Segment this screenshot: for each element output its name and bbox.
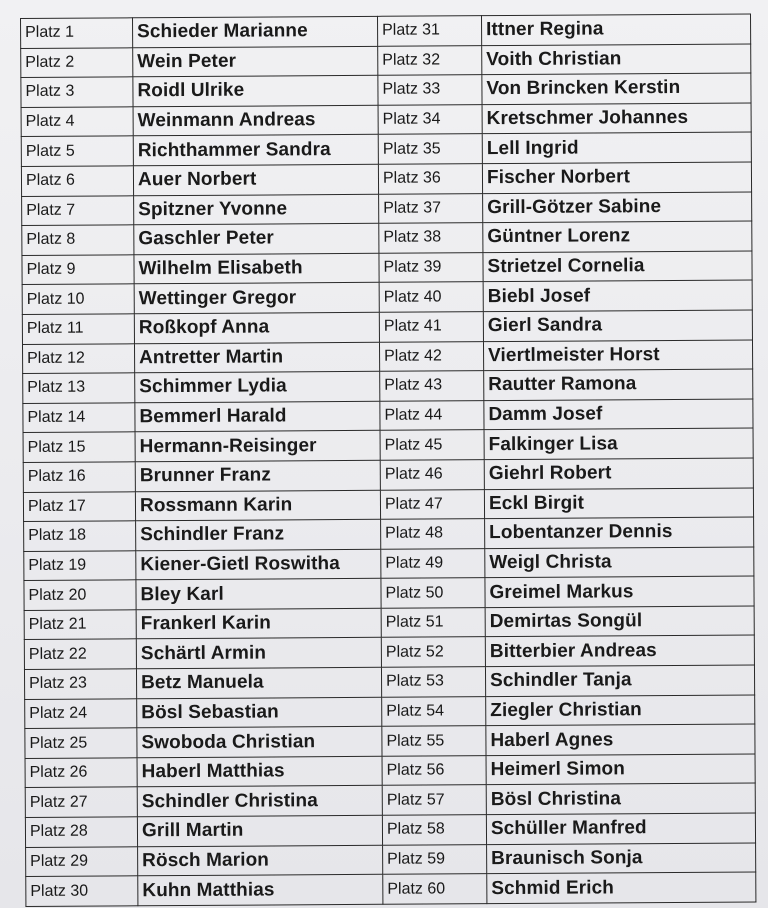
- name-cell: Schimmer Lydia: [135, 371, 380, 402]
- name-cell: Rösch Marion: [138, 845, 383, 876]
- place-cell: Platz 58: [382, 815, 486, 845]
- name-cell: Voith Christian: [482, 44, 751, 75]
- place-cell: Platz 18: [24, 521, 136, 551]
- table-row: [22, 192, 752, 226]
- table-row: [21, 73, 751, 107]
- place-cell: Platz 17: [23, 491, 135, 521]
- place-cell: Platz 7: [22, 195, 134, 225]
- name-cell: Damm Josef: [484, 399, 753, 430]
- place-cell: Platz 12: [22, 343, 134, 373]
- name-cell: Kretschmer Johannes: [482, 103, 751, 134]
- name-cell: Brunner Franz: [135, 460, 380, 491]
- table-row: [26, 872, 756, 906]
- name-cell: Bösl Christina: [486, 783, 755, 814]
- place-cell: Platz 13: [23, 373, 135, 403]
- place-cell: Platz 53: [381, 667, 485, 697]
- place-cell: Platz 10: [22, 284, 134, 314]
- name-cell: Auer Norbert: [133, 164, 378, 195]
- place-cell: Platz 35: [378, 134, 482, 164]
- table-row: [22, 251, 752, 285]
- name-cell: Swoboda Christian: [137, 727, 382, 758]
- name-cell: Ittner Regina: [481, 14, 750, 45]
- table-row: [24, 517, 754, 551]
- name-cell: Kiener-Gietl Roswitha: [136, 549, 381, 580]
- place-cell: Platz 44: [380, 400, 484, 430]
- place-cell: Platz 33: [378, 75, 482, 105]
- table-row: [25, 783, 755, 817]
- place-cell: Platz 27: [25, 787, 137, 817]
- place-cell: Platz 4: [21, 107, 133, 137]
- name-cell: Gierl Sandra: [483, 310, 752, 341]
- name-cell: Bley Karl: [136, 579, 381, 610]
- table-row: [24, 635, 754, 669]
- name-cell: Lell Ingrid: [482, 132, 751, 163]
- table-row: [21, 132, 751, 166]
- place-cell: Platz 37: [379, 193, 483, 223]
- name-cell: Hermann-Reisinger: [135, 431, 380, 462]
- place-cell: Platz 11: [22, 314, 134, 344]
- place-cell: Platz 21: [24, 610, 136, 640]
- name-cell: Fischer Norbert: [482, 162, 751, 193]
- table-row: [23, 458, 753, 492]
- name-cell: Güntner Lorenz: [483, 221, 752, 252]
- table-row: [23, 369, 753, 403]
- place-cell: Platz 43: [380, 371, 484, 401]
- place-cell: Platz 47: [380, 489, 484, 519]
- table-row: [22, 310, 752, 344]
- table-row: [21, 103, 751, 137]
- place-cell: Platz 31: [377, 16, 481, 46]
- name-cell: Rossmann Karin: [135, 490, 380, 521]
- place-cell: Platz 14: [23, 403, 135, 433]
- table-row: [22, 280, 752, 314]
- name-cell: Braunisch Sonja: [487, 843, 756, 874]
- table-row: [22, 340, 752, 374]
- table-row: [21, 162, 751, 196]
- place-cell: Platz 8: [22, 225, 134, 255]
- name-cell: Schärtl Armin: [136, 638, 381, 669]
- name-cell: Haberl Matthias: [137, 756, 382, 787]
- name-cell: Heimerl Simon: [486, 754, 755, 785]
- place-cell: Platz 2: [21, 47, 133, 77]
- place-cell: Platz 38: [379, 223, 483, 253]
- name-cell: Biebl Josef: [483, 280, 752, 311]
- table-row: [25, 695, 755, 729]
- place-cell: Platz 56: [382, 756, 486, 786]
- name-cell: Ziegler Christian: [486, 695, 755, 726]
- ranking-table: [20, 14, 756, 907]
- place-cell: Platz 49: [381, 548, 485, 578]
- table-row: [25, 754, 755, 788]
- place-cell: Platz 34: [378, 104, 482, 134]
- place-cell: Platz 6: [21, 166, 133, 196]
- place-cell: Platz 25: [25, 728, 137, 758]
- table-row: [23, 428, 753, 462]
- table-row: [24, 665, 754, 699]
- place-cell: Platz 39: [379, 252, 483, 282]
- place-cell: Platz 45: [380, 430, 484, 460]
- name-cell: Bemmerl Harald: [135, 401, 380, 432]
- name-cell: Wettinger Gregor: [134, 283, 379, 314]
- table-row: [24, 547, 754, 581]
- name-cell: Demirtas Songül: [485, 606, 754, 637]
- place-cell: Platz 40: [379, 282, 483, 312]
- name-cell: Falkinger Lisa: [484, 428, 753, 459]
- table-row: [21, 14, 751, 48]
- place-cell: Platz 19: [24, 550, 136, 580]
- name-cell: Schmid Erich: [487, 872, 756, 903]
- name-cell: Antretter Martin: [134, 342, 379, 373]
- place-cell: Platz 57: [382, 785, 486, 815]
- place-cell: Platz 22: [24, 639, 136, 669]
- name-cell: Schindler Tanja: [485, 665, 754, 696]
- name-cell: Spitzner Yvonne: [134, 194, 379, 225]
- place-cell: Platz 16: [23, 462, 135, 492]
- name-cell: Betz Manuela: [136, 667, 381, 698]
- name-cell: Frankerl Karin: [136, 608, 381, 639]
- place-cell: Platz 23: [24, 669, 136, 699]
- table-row: [26, 843, 756, 877]
- name-cell: Grill-Götzer Sabine: [483, 192, 752, 223]
- place-cell: Platz 51: [381, 608, 485, 638]
- place-cell: Platz 1: [21, 18, 133, 48]
- table-row: [22, 221, 752, 255]
- name-cell: Kuhn Matthias: [138, 875, 383, 906]
- place-cell: Platz 32: [378, 45, 482, 75]
- place-cell: Platz 26: [25, 758, 137, 788]
- place-cell: Platz 46: [380, 460, 484, 490]
- ranking-table-body: [21, 14, 756, 906]
- name-cell: Schindler Christina: [137, 786, 382, 817]
- table-row: [23, 488, 753, 522]
- name-cell: Bitterbier Andreas: [485, 635, 754, 666]
- name-cell: Giehrl Robert: [484, 458, 753, 489]
- place-cell: Platz 52: [381, 637, 485, 667]
- name-cell: Viertlmeister Horst: [483, 340, 752, 371]
- name-cell: Roidl Ulrike: [133, 76, 378, 107]
- table-row: [25, 724, 755, 758]
- name-cell: Strietzel Cornelia: [483, 251, 752, 282]
- table-row: [24, 606, 754, 640]
- place-cell: Platz 59: [383, 844, 487, 874]
- place-cell: Platz 5: [21, 136, 133, 166]
- name-cell: Lobentanzer Dennis: [485, 517, 754, 548]
- name-cell: Wilhelm Elisabeth: [134, 253, 379, 284]
- table-row: [23, 399, 753, 433]
- name-cell: Eckl Birgit: [484, 488, 753, 519]
- place-cell: Platz 24: [25, 698, 137, 728]
- place-cell: Platz 29: [26, 846, 138, 876]
- name-cell: Rautter Ramona: [484, 369, 753, 400]
- place-cell: Platz 55: [382, 726, 486, 756]
- place-cell: Platz 60: [383, 874, 487, 904]
- name-cell: Roßkopf Anna: [134, 312, 379, 343]
- name-cell: Bösl Sebastian: [137, 697, 382, 728]
- place-cell: Platz 30: [26, 876, 138, 906]
- place-cell: Platz 28: [25, 817, 137, 847]
- name-cell: Gaschler Peter: [134, 223, 379, 254]
- place-cell: Platz 36: [378, 164, 482, 194]
- place-cell: Platz 50: [381, 578, 485, 608]
- place-cell: Platz 20: [24, 580, 136, 610]
- name-cell: Weinmann Andreas: [133, 105, 378, 136]
- name-cell: Schieder Marianne: [133, 16, 378, 47]
- name-cell: Grill Martin: [137, 815, 382, 846]
- place-cell: Platz 41: [379, 312, 483, 342]
- place-cell: Platz 48: [381, 519, 485, 549]
- place-cell: Platz 15: [23, 432, 135, 462]
- place-cell: Platz 54: [382, 696, 486, 726]
- name-cell: Von Brincken Kerstin: [482, 73, 751, 104]
- name-cell: Weigl Christa: [485, 547, 754, 578]
- place-cell: Platz 9: [22, 255, 134, 285]
- name-cell: Schindler Franz: [136, 519, 381, 550]
- name-cell: Richthammer Sandra: [133, 135, 378, 166]
- name-cell: Haberl Agnes: [486, 724, 755, 755]
- name-cell: Wein Peter: [133, 46, 378, 77]
- name-cell: Schüller Manfred: [486, 813, 755, 844]
- name-cell: Greimel Markus: [485, 576, 754, 607]
- place-cell: Platz 3: [21, 77, 133, 107]
- table-row: [24, 576, 754, 610]
- table-row: [25, 813, 755, 847]
- table-row: [21, 44, 751, 78]
- place-cell: Platz 42: [379, 341, 483, 371]
